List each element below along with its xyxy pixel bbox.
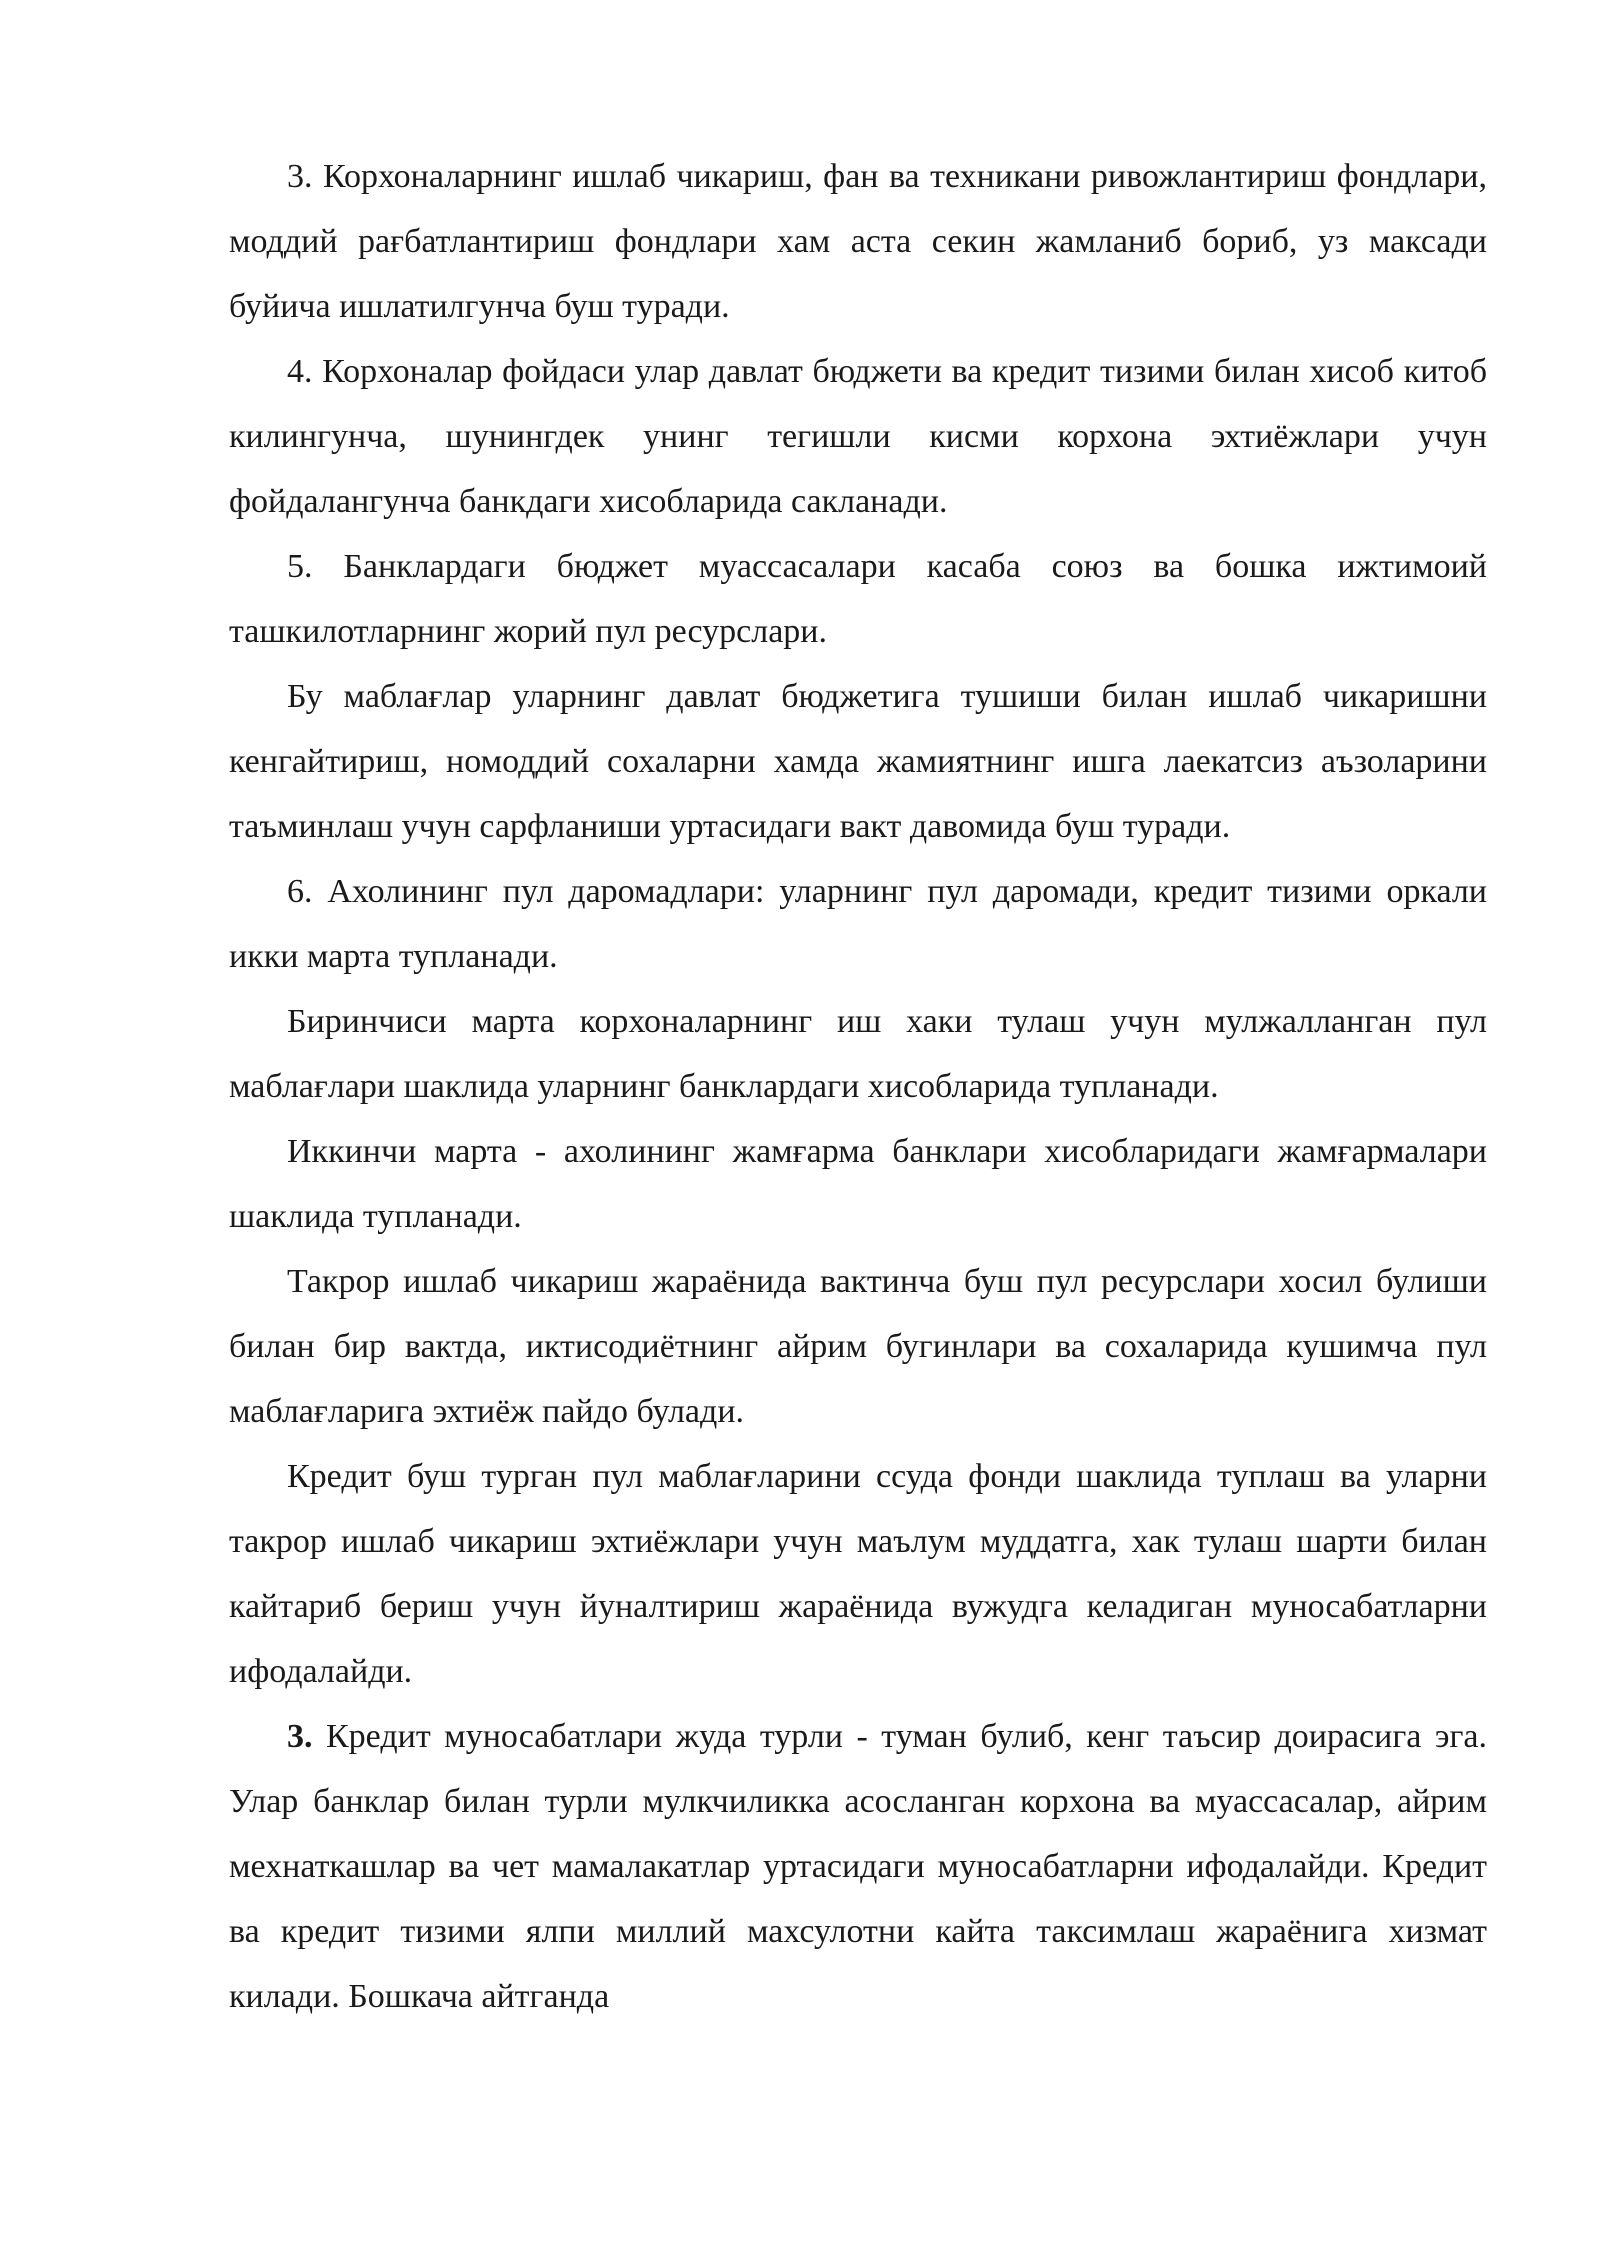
paragraph-10 xyxy=(229,1704,1487,2029)
paragraph-text: Такрор ишлаб чикариш жараёнида вактинча буш пул ресурслари хосил булиши билан бир вактда, иктисодиётнинг айрим бугинлари ва сохаларида кушимча пул маблағларига эхтиёж пайдо булади. xyxy=(229,1263,1487,1430)
paragraph-text: 4. Корхоналар фойдаси улар давлат бюджети ва кредит тизими билан хисоб китоб килингунча, шунингдек унинг тегишли кисми корхона эхтиёжлари учун фойдалангунча банкдаги хисобларида сакланади. xyxy=(229,353,1487,520)
paragraph-text: Биринчиси марта корхоналарнинг иш хаки тулаш учун мулжалланган пул маблағлари шаклида уларнинг банклардаги хисобларида тупланади. xyxy=(229,1003,1487,1105)
paragraph-text: 6. Ахолининг пул даромадлари: уларнинг пул даромади, кредит тизими оркали икки марта тупланади. xyxy=(229,873,1487,975)
paragraph-4 xyxy=(229,664,1487,859)
paragraph-9 xyxy=(229,1444,1487,1704)
paragraph-text: Бу маблағлар уларнинг давлат бюджетига тушиши билан ишлаб чикаришни кенгайтириш, номоддий сохаларни хамда жамиятнинг ишга лаекатсиз аъзоларини таъминлаш учун сарфланиши уртасидаги вакт давомида буш туради. xyxy=(229,678,1487,845)
paragraph-8 xyxy=(229,1249,1487,1444)
paragraph-text: Кредит муносабатлари жуда турли - туман булиб, кенг таъсир доирасига эга. Улар банклар билан турли мулкчиликка асосланган корхона ва муассасалар, айрим мехнаткашлар ва чет мамалакатлар уртасидаги муносабатларни ифодалайди. Кредит ва кредит тизими ялпи миллий махсулотни кайта таксимлаш жараёнига хизмат килади. Бошкача айтганда xyxy=(229,1718,1487,2015)
section-number: 3. xyxy=(287,1718,313,1755)
paragraph-6 xyxy=(229,989,1487,1119)
paragraph-7 xyxy=(229,1119,1487,1249)
paragraph-2 xyxy=(229,339,1487,534)
paragraph-5 xyxy=(229,859,1487,989)
document-body xyxy=(229,144,1487,2029)
paragraph-3 xyxy=(229,534,1487,664)
paragraph-text: Иккинчи марта - ахолининг жамғарма банклари хисобларидаги жамғармалари шаклида тупланади. xyxy=(229,1133,1487,1235)
paragraph-text: 5. Банклардаги бюджет муассасалари касаба союз ва бошка ижтимоий ташкилотларнинг жорий пул ресурслари. xyxy=(229,548,1487,650)
paragraph-text: Кредит буш турган пул маблағларини ссуда фонди шаклида туплаш ва уларни такрор ишлаб чикариш эхтиёжлари учун маълум муддатга, хак тулаш шарти билан кайтариб бериш учун йуналтириш жараёнида вужудга келадиган муносабатларни ифодалайди. xyxy=(229,1458,1487,1690)
paragraph-text: 3. Корхоналарнинг ишлаб чикариш, фан ва техникани ривожлантириш фондлари, моддий рағбатлантириш фондлари хам аста секин жамланиб бориб, уз максади буйича ишлатилгунча буш туради. xyxy=(229,158,1487,325)
paragraph-1 xyxy=(229,144,1487,339)
